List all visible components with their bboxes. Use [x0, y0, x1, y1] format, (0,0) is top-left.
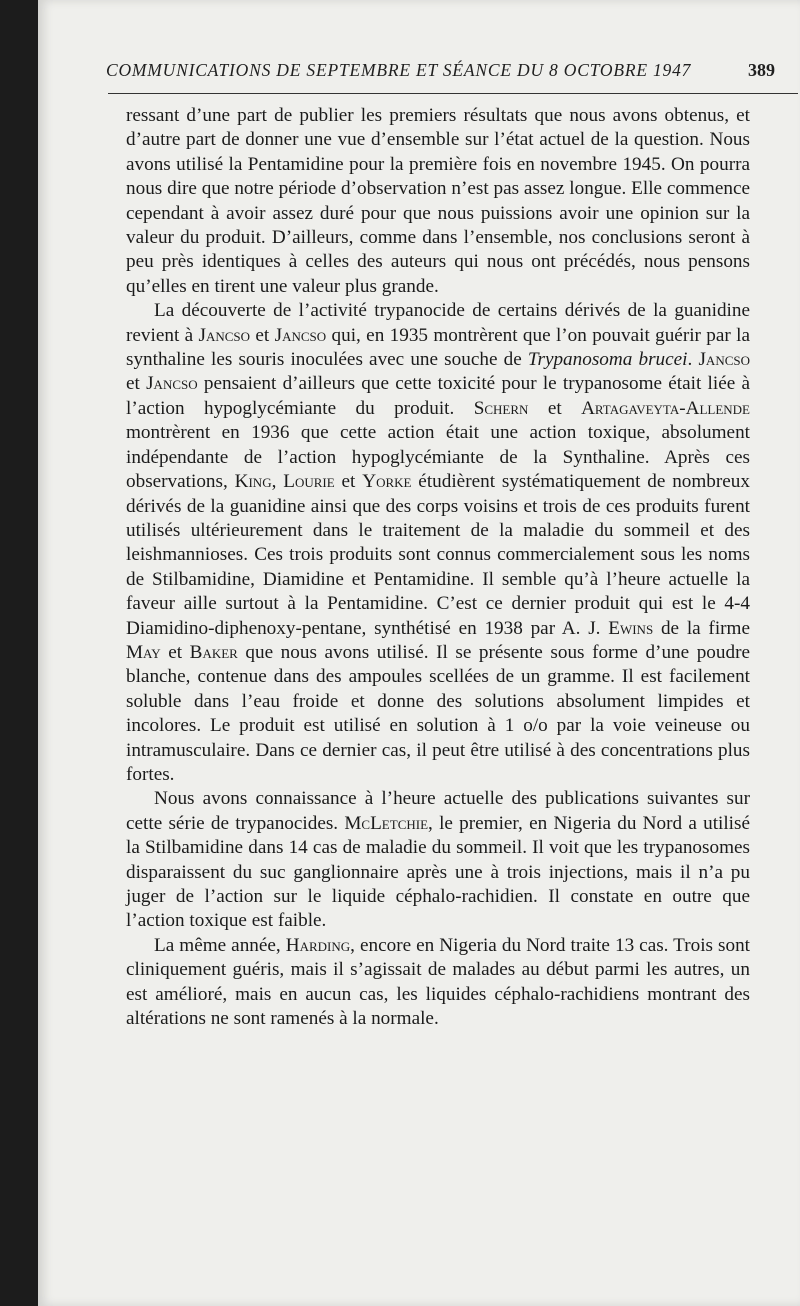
author-name: King [234, 471, 272, 493]
text-run: . [687, 349, 699, 371]
text-run: et [250, 324, 275, 346]
body-text [126, 104, 750, 1031]
author-name: Jancso [698, 349, 751, 371]
text-run: La découverte de l’activité trypanocide de certains dérivés de la guanidine revient à [126, 300, 750, 346]
text-run: , le premier, en Nigeria du Nord a utilisé la Stilbamidine dans 14 cas de maladie du sommeil. Il voit que les trypanosomes disparaissent du suc ganglionnaire après une à trois injections, mais il n’a pu juger de l’action sur le liquide céphalo-rachidien. Il constate en outre que l’action toxique est faible. [126, 812, 750, 932]
text-run: , encore en Nigeria du Nord traite 13 cas. Trois sont cliniquement guéris, mais il s’agissait de malades au début parmi les autres, un est amélioré, mais en aucun cas, les liquides céphalo-rachidiens montrant des altérations ne sont ramenés à la normale. [126, 934, 751, 1030]
author-name: Artagaveyta-Allende [581, 397, 750, 419]
text-run: que nous avons utilisé. Il se présente sous forme d’une poudre blanche, contenue dans des ampoules scellées de un gramme. Il est facilement soluble dans l’eau froide et donne des solutions absolument limpides et incolores. Le produit est utilisé en solution à 1 o/o par la voie veineuse ou intramusculaire. Dans ce dernier cas, il peut être utilisé à des concentrations plus fortes. [126, 641, 750, 785]
paragraph-harding [126, 934, 750, 1032]
author-name: Ewins [608, 617, 654, 639]
species-name: Trypanosoma brucei [527, 349, 688, 371]
text-run: étudièrent systématiquement de nombreux dérivés de la guanidine ainsi que des corps voisins et trois de ces produits furent utilisés ultérieurement dans le traitement de la maladie du sommeil et des leishmannioses. Ces trois produits sont connus commercialement sous les noms de Stilbamidine, Diamidine et Pentamidine. Il semble qu’à l’heure actuelle la faveur aille surtout à la Pentamidine. C’est ce dernier produit qui est le 4-4 Diamidino-diphenoxy-pentane, synthétisé en 1938 par A. J. [126, 471, 750, 639]
text-run: qui, en 1935 montrèrent que l’on pouvait guérir par la synthaline les souris inoculées avec une souche de [126, 324, 750, 371]
author-name: Jancso [274, 324, 327, 346]
paragraph-continuation [126, 104, 750, 299]
author-name: Harding [285, 934, 351, 956]
paragraph-trypanocide-history [126, 299, 750, 787]
text-run: , [271, 471, 284, 493]
running-head: COMMUNICATIONS DE SEPTEMBRE ET SÉANCE DU 8 OCTOBRE 1947 [106, 60, 692, 80]
author-name: Lourie [283, 471, 335, 493]
author-name: McLetchie [344, 812, 429, 834]
header-rule [108, 93, 798, 94]
text-run: ressant d’une part de publier les premiers résultats que nous avons obtenus, et d’autre part de donner une vue d’ensemble sur l’état actuel de la question. Nous avons utilisé la Pentamidine pour la première fois en novembre 1945. On pourra nous dire que notre période d’observation n’est pas assez longue. Elle commence cependant à avoir assez duré pour que nous puissions avoir une opinion sur la valeur du produit. D’ailleurs, comme dans l’ensemble, nos conclusions seront à peu près identiques à celles des auteurs qui nous ont précédés, nous pensons qu’elles en tirent une valeur plus grande. [126, 105, 750, 297]
text-run: montrèrent en 1936 que cette action était une action toxique, absolument indépendante de l’action hypoglycémiante de la Synthaline. Après ces observations, [126, 422, 750, 493]
author-name: Jancso [146, 373, 198, 395]
author-name: Baker [189, 641, 238, 663]
author-name: Jancso [198, 324, 251, 346]
book-page [38, 0, 800, 1306]
text-run: de la firme [653, 617, 750, 639]
text-run: La même année, [154, 934, 286, 956]
page-number: 389 [748, 60, 775, 80]
paragraph-publications [126, 787, 750, 933]
author-name: May [126, 641, 161, 663]
text-run: et [334, 471, 363, 493]
text-run: et [160, 641, 190, 663]
text-run: et [528, 397, 582, 419]
author-name: Schern [473, 397, 529, 419]
text-run: et [126, 373, 147, 395]
author-name: Yorke [362, 471, 412, 493]
text-run: Nous avons connaissance à l’heure actuelle des publications suivantes sur cette série de trypanocides. [126, 788, 750, 834]
text-run: pensaient d’ailleurs que cette toxicité pour le trypanosome était liée à l’action hypoglycémiante du produit. [126, 373, 750, 419]
